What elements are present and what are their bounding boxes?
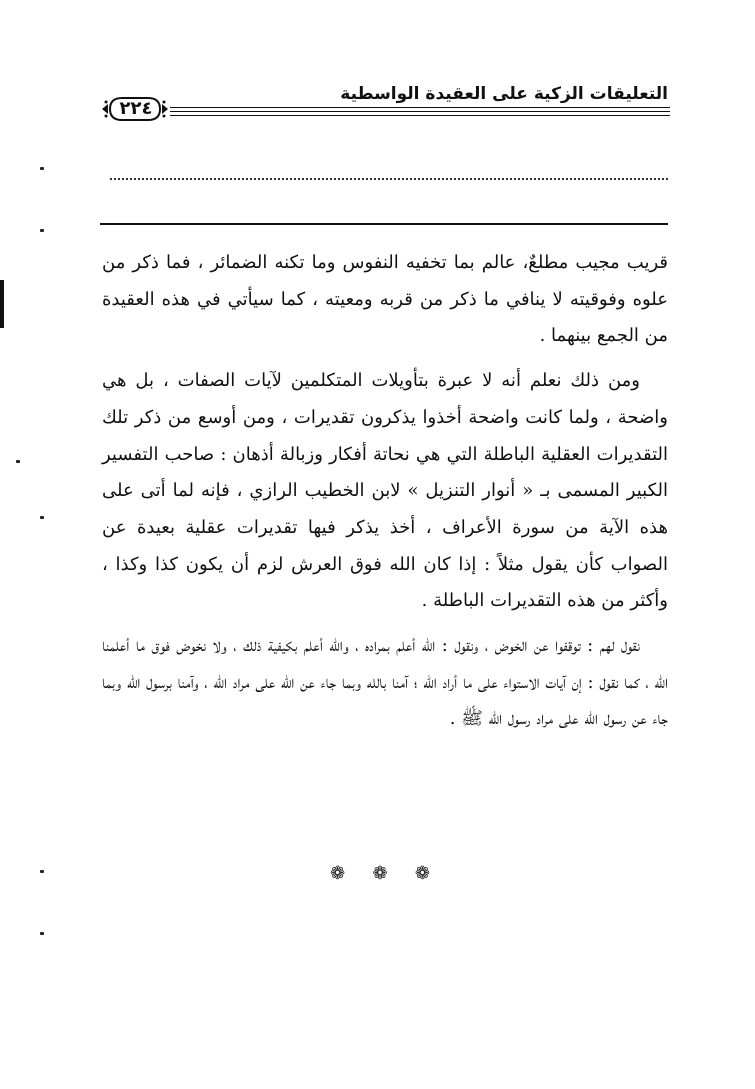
flower-ornament-icon: ❁: [330, 863, 346, 884]
flower-ornament-icon: ❁: [372, 863, 388, 884]
header-rule: [170, 107, 670, 108]
margin-speck: [40, 229, 44, 232]
header-rule: [170, 115, 670, 116]
section-end-ornaments: [330, 862, 430, 886]
paragraph: نقول لهم : توقفوا عن الخوض ، ونقول : الله أعلم بمراده ، والله أعلم بكيفية ذلك ، ولا نخوض فوق ما أعلمنا الله ، كما نقول : إن آيات الاستواء على ما أراد الله ؛ آمنا بالله وبما جاء عن الله على مراد الله ، وآمنا برسول الله وبما جاء عن رسول الله على مراد رسول الله ﷺ .: [102, 635, 668, 730]
section-rule: [100, 223, 668, 225]
header-rule: [170, 111, 670, 112]
flower-ornament-icon: ❁: [414, 863, 430, 884]
page-edge-mark: [0, 280, 4, 328]
running-title: التعليقات الزكية على العقيدة الواسطية: [340, 84, 668, 104]
page-header: [100, 80, 670, 130]
margin-speck: [40, 870, 44, 873]
margin-speck: [40, 516, 44, 519]
paragraph: ومن ذلك نعلم أنه لا عبرة بتأويلات المتكلمين لآيات الصفات ، بل هي واضحة ، ولما كانت واضحة أخذوا يذكرون تقديرات ، ومن أوسع من ذكر تلك التقديرات العقلية الباطلة التي هي نحاتة أفكار وزبالة أذهان : صاحب التفسير الكبير المسمى بـ « أنوار التنزيل » لابن الخطيب الرازي ، فإنه لما أتى على هذه الآية من سورة الأعراف ، أخذ يذكر فيها تقديرات عقلية بعيدة عن الصواب كأن يقول مثلاً : إذا كان الله فوق العرش لزم أن يكون كذا وكذا ، وأكثر من هذه التقديرات الباطلة .: [102, 370, 668, 612]
margin-speck: [40, 932, 44, 935]
margin-speck: [40, 167, 44, 170]
body-text: [102, 245, 668, 738]
page-number: ٢٢٤: [119, 98, 153, 119]
page-number-badge: [100, 96, 170, 122]
dotted-separator: [110, 178, 668, 180]
margin-speck: [16, 460, 20, 463]
paragraph: قريب مجيب مطلعٌ، عالم بما تخفيه النفوس وما تكنه الضمائر ، فما ذكر من علوه وفوقيته لا ينافي ما ذكر من قربه ومعيته ، كما سيأتي في هذه العقيدة من الجمع بينهما .: [102, 252, 668, 347]
